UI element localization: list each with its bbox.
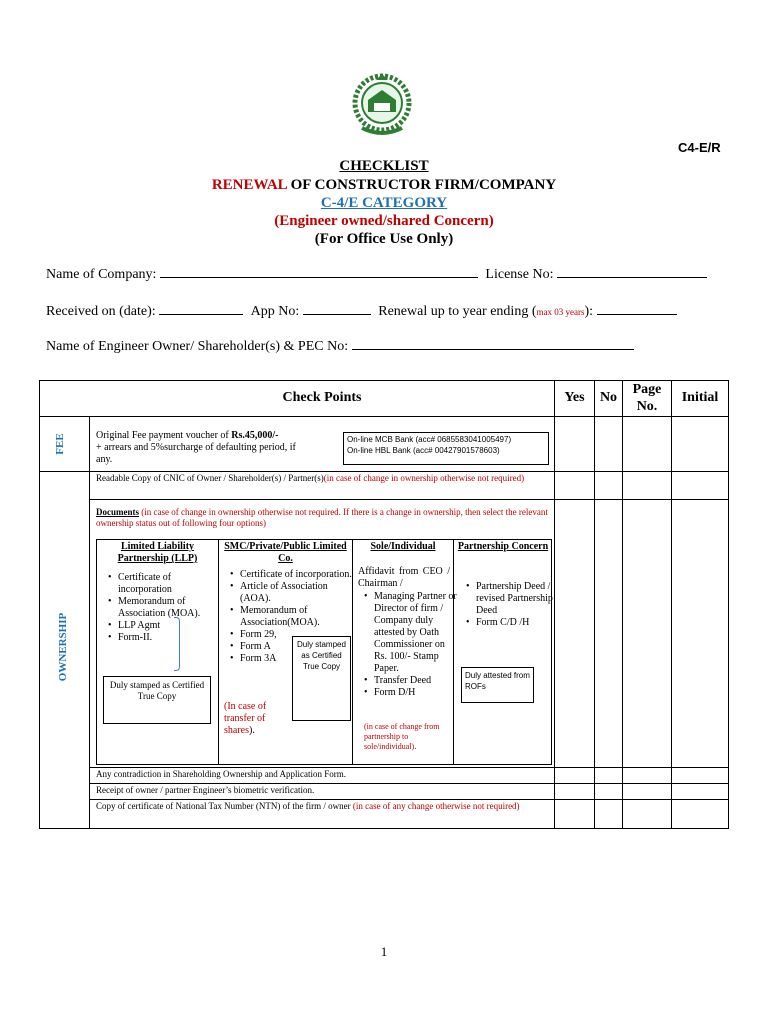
documents-row-text [96,507,551,529]
license-label: License No: [485,267,554,282]
partnership-stamp-box: Duly attested from ROFs [461,667,534,703]
received-label: Received on (date): [46,304,156,319]
checklist-table [39,380,729,829]
llp-stamp-box: Duly stamped as Certified True Copy [103,676,211,724]
renewal-word: RENEWAL [211,177,287,193]
contradiction-row-text: Any contradiction in Shareholding Ownership and Application Form. [96,769,346,779]
company-field-row [46,264,707,283]
bank-accounts-box [343,432,549,465]
documents-note: (in case of change in ownership otherwise not required. If there is a change in ownership, then select the relevant ownership status out of following four options) [96,507,548,528]
category-heading: C-4/E CATEGORY [320,195,448,211]
page-no-line2: No. [636,399,658,414]
partnership-item: • Partnership Deed / revised Partnership Deed [470,581,560,617]
sole-note-text: (in case of change from partnership to sole/individual) [364,722,440,751]
no-header: No [599,390,618,405]
partnership-items [460,581,560,629]
fee-section-label: FEE [54,433,66,455]
smc-item: • Form 29, [234,629,360,641]
document-code: C4-E/R [678,140,721,155]
smc-item: • Form A [234,641,360,653]
sole-item: • Managing Partner or Director of firm / Company duly attested by Oath Commissioner on Rs. 100/- Stamp Paper. [368,591,460,675]
smc-note-text: (In case of transfer of shares [224,701,267,736]
smc-stamp-box: Duly stamped as Certified True Copy [292,636,351,721]
smc-item: • Memorandum of Association(MOA). [234,605,360,629]
smc-heading: SMC/Private/Public Limited Co. [224,541,347,564]
ntn-row-text [96,801,551,812]
llp-bracket [174,617,180,671]
yes-header: Yes [564,390,585,405]
llp-items [102,572,226,644]
cnic-note: (in case of change in ownership otherwise not required) [323,473,525,483]
llp-item: • LLP Agmt [112,620,226,632]
smc-note [224,701,280,737]
engineer-field[interactable] [352,336,634,350]
smc-item: • Form 3A [234,653,360,665]
sole-heading: Sole/Individual [370,541,436,552]
sole-items [358,591,460,699]
fee-text-2: + arrears and 5%surcharge of defaulting period, if any. [96,442,296,465]
fee-row-text [96,430,296,466]
fee-amount: Rs.45,000/- [231,430,279,441]
sole-affidavit: Affidavit from CEO / Chairman / [358,566,450,589]
renewal-heading [0,176,768,195]
bank-mcb: On-line MCB Bank (acc# 0685583041005497) [347,435,512,444]
smc-note-close: ). [249,725,255,736]
received-date-field[interactable] [159,301,243,315]
partnership-item: • Form C/D /H [470,617,560,629]
fee-text-1: Original Fee payment voucher of [96,430,232,441]
llp-heading: Limited Liability Partnership (LLP) [117,541,198,564]
app-no-field[interactable] [303,301,371,315]
cnic-text: Readable Copy of CNIC of Owner / Shareholder(s) / Partner(s) [96,473,324,483]
received-field-row [46,301,677,320]
page-number: 1 [380,944,388,959]
ntn-note: (in case of any change otherwise not required) [352,801,520,811]
company-field[interactable] [160,264,478,278]
llp-item: • Certificate of incorporation [112,572,226,596]
ownership-options-table [96,539,552,765]
page-no-header [623,381,671,415]
sole-note [364,722,450,752]
renewal-year-field[interactable] [597,301,677,315]
renewal-year-label: Renewal up to year ending ( [378,304,537,319]
sole-note-close: . [414,742,417,751]
check-points-header: Check Points [282,390,362,405]
renewal-close: ): [584,304,594,319]
page-no-line1: Page [632,382,662,397]
smc-item: • Article of Association (AOA). [234,581,360,605]
government-emblem-logo [348,70,416,142]
partnership-heading: Partnership Concern [457,541,549,552]
documents-label: Documents [96,507,139,517]
cnic-row-text [96,473,551,484]
receipt-row-text: Receipt of owner / partner Engineer’s biometric verification. [96,785,315,795]
license-field[interactable] [557,264,707,278]
smc-item: • Certificate of incorporation. [234,569,360,581]
renewal-rest: OF CONSTRUCTOR FIRM/COMPANY [286,177,557,193]
ntn-text: Copy of certificate of National Tax Number (NTN) of the firm / owner [96,801,353,811]
sole-item: • Transfer Deed [368,675,460,687]
engineer-field-row [46,336,634,355]
app-label: App No: [250,304,300,319]
ownership-section-label: OWNERSHIP [57,612,69,682]
checklist-title: CHECKLIST [339,158,429,174]
llp-item: • Form-II. [112,632,226,644]
sole-item: • Form D/H [368,687,460,699]
office-use-heading: (For Office Use Only) [314,231,454,247]
engineer-concern-heading: (Engineer owned/shared Concern) [274,213,494,229]
llp-item: • Memorandum of Association (MOA). [112,596,226,620]
bank-hbl: On-line HBL Bank (acc# 00427901578603) [347,446,500,455]
renewal-max-note: max 03 years [536,307,585,317]
engineer-label: Name of Engineer Owner/ Shareholder(s) & PEC No: [46,339,349,354]
initial-header: Initial [681,390,719,405]
company-label: Name of Company: [46,267,157,282]
